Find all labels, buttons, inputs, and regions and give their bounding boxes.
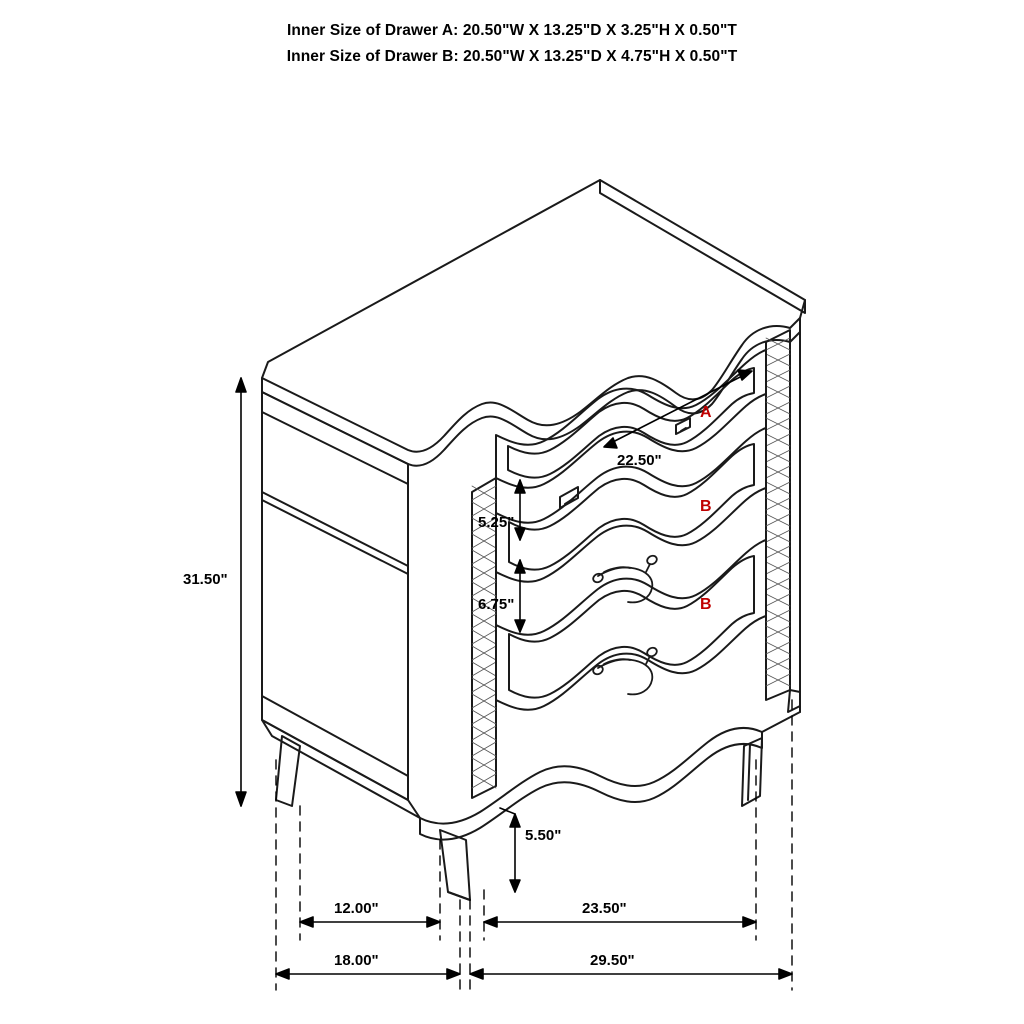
dim-label-depth-overall: 18.00"	[334, 952, 379, 969]
dim-label-leg-height: 5.50"	[525, 827, 562, 844]
dim-18-arrow-right	[447, 969, 460, 979]
dim-550-arrow-bot	[510, 880, 520, 892]
dim-label-drawer-b-height: 6.75"	[478, 596, 515, 613]
dim-12-arrow-right	[427, 917, 440, 927]
post-mesh-right	[766, 338, 790, 686]
leg-front-left	[276, 736, 300, 806]
dim-label-drawer-a-height: 5.25"	[478, 514, 515, 531]
leg-front-center-inner	[448, 892, 470, 900]
dim-label-depth-front: 12.00"	[334, 900, 379, 917]
case-left-mid-rail-2	[262, 500, 408, 574]
dim-2350-arrow-left	[484, 917, 497, 927]
dim-2250-arrow-right	[738, 370, 752, 380]
dim-31-arrow-top	[236, 378, 246, 392]
dim-2350-arrow-right	[743, 917, 756, 927]
dim-31-arrow-bot	[236, 792, 246, 806]
dim-525-arrow-bot	[515, 528, 525, 540]
dim-2250-line	[605, 372, 750, 446]
drawer-b-bot-front	[496, 540, 766, 710]
dim-label-width-front: 23.50"	[582, 900, 627, 917]
drawer-label-b-bottom: B	[700, 596, 712, 613]
dim-550-arrow-top	[510, 814, 520, 827]
dim-18-arrow-left	[276, 969, 289, 979]
dim-675-arrow-bot	[515, 620, 525, 632]
dim-label-drawer-width: 22.50"	[617, 452, 662, 469]
post-mesh-left	[472, 486, 496, 788]
case-right-post-back	[766, 330, 790, 700]
case-left-top-rail	[262, 412, 408, 484]
top-back-edge	[600, 180, 805, 313]
dim-12-arrow-left	[300, 917, 313, 927]
projection-lines	[276, 700, 792, 990]
header-line-drawer-b: Inner Size of Drawer B: 20.50"W X 13.25"D X 4.75"H X 0.50"T	[286, 48, 738, 65]
drawer-a-pull-plate	[681, 428, 686, 431]
dim-label-overall-height: 31.50"	[183, 571, 228, 588]
drawer-label-a: A	[700, 404, 712, 421]
dim-2250-arrow-left	[604, 438, 617, 448]
dim-2950-arrow-left	[470, 969, 483, 979]
case-left-side	[262, 392, 408, 800]
leg-right-rear	[742, 738, 762, 806]
dim-label-width-overall: 29.50"	[590, 952, 635, 969]
drawer-label-b-middle: B	[700, 498, 712, 515]
case-left-mid-rail-1	[262, 492, 408, 566]
dim-2950-arrow-right	[779, 969, 792, 979]
leg-back-right	[788, 690, 800, 712]
dimension-lines	[236, 370, 792, 979]
header-line-drawer-a: Inner Size of Drawer A: 20.50"W X 13.25"D X 3.25"H X 0.50"T	[287, 22, 737, 39]
leg-right-rear-shade	[748, 744, 750, 800]
